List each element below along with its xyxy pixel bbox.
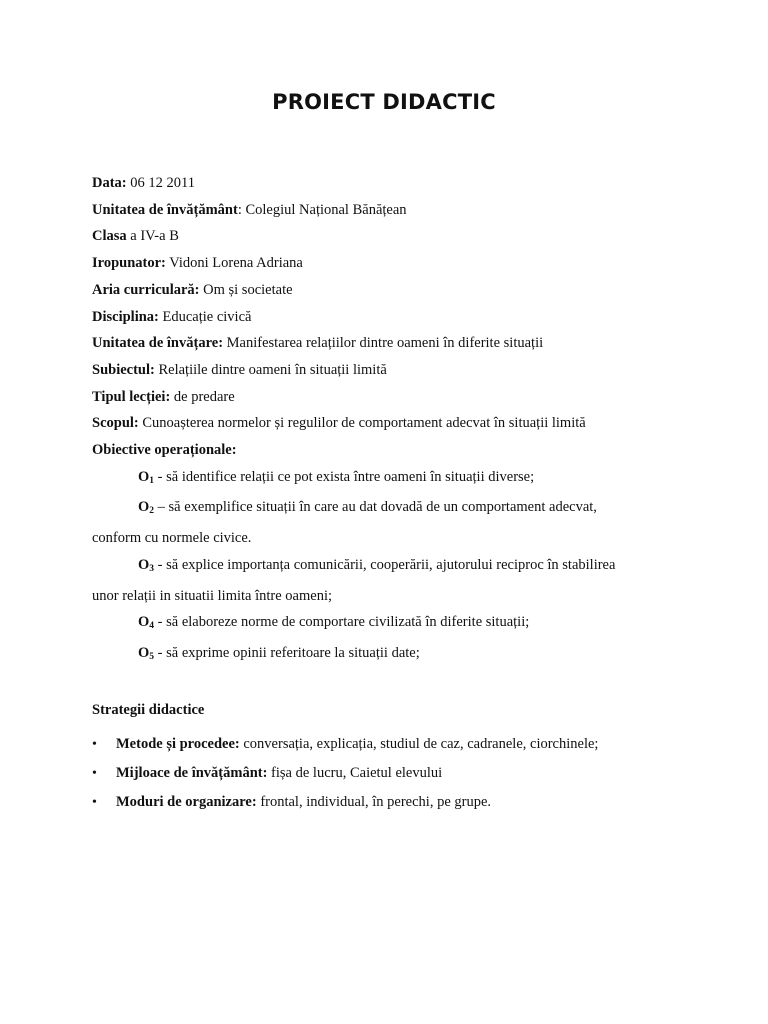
field-value: de predare — [170, 388, 235, 405]
objective-1 — [92, 464, 692, 495]
objective-3 — [92, 552, 692, 583]
field-label: Unitatea de învățare: — [92, 335, 224, 352]
strategies-list — [92, 730, 732, 817]
bullet-label: Metode și procedee: — [116, 736, 240, 752]
objective-label: O — [138, 556, 150, 573]
bullet-value: fișa de lucru, Caietul elevului — [267, 765, 443, 781]
field-label: Iropunator: — [92, 255, 166, 272]
bullet-value: frontal, individual, în perechi, pe grupe. — [256, 794, 492, 810]
spacer — [92, 671, 692, 698]
objective-text: – să exemplifice situații în care au dat dovadă de un comportament adecvat, — [154, 499, 597, 516]
objective-number: 4 — [149, 621, 155, 632]
list-item — [92, 759, 732, 788]
field-value: Relațiile dintre oameni în situații limită — [154, 361, 387, 378]
objective-2 — [92, 494, 692, 525]
objectives-heading: Obiective operaționale: — [92, 442, 237, 459]
objective-number: 5 — [149, 651, 155, 662]
document-title: PROIECT DIDACTIC — [272, 90, 496, 114]
bullet-value: conversația, explicația, studiul de caz, cadranele, ciorchinele; — [239, 736, 599, 752]
objective-5 — [92, 640, 692, 671]
lesson-details — [92, 170, 692, 724]
strategies-heading: Strategii didactice — [92, 702, 205, 719]
objective-number: 1 — [149, 475, 155, 486]
field-discipline — [92, 304, 692, 331]
field-value: a IV-a B — [126, 228, 179, 245]
field-label: Unitatea de învățământ — [92, 201, 238, 218]
field-value: Vidoni Lorena Adriana — [165, 255, 303, 272]
field-purpose — [92, 410, 692, 437]
field-class — [92, 223, 692, 250]
bullet-icon: • — [92, 737, 97, 752]
field-value: Om și societate — [199, 281, 293, 298]
objective-label: O — [138, 468, 150, 485]
objective-label: O — [138, 499, 150, 516]
objective-text: - să identifice relații ce pot exista între oameni în situații diverse; — [154, 468, 535, 485]
field-label: Data: — [92, 175, 127, 191]
field-value: Manifestarea relațiilor dintre oameni în diferite situații — [223, 335, 544, 352]
objective-2-continuation: conform cu normele civice. — [92, 530, 252, 547]
field-label: Subiectul: — [92, 361, 155, 378]
bullet-icon: • — [92, 766, 97, 781]
objective-text: - să explice importanța comunicării, cooperării, ajutorului reciproc în stabilirea — [154, 556, 616, 573]
objective-4 — [92, 609, 692, 640]
field-label: Clasa — [92, 228, 127, 245]
objective-number: 2 — [149, 506, 155, 517]
field-label: Tipul lecției: — [92, 388, 171, 405]
field-date — [92, 170, 692, 197]
objective-number: 3 — [149, 563, 155, 574]
objective-label: O — [138, 614, 150, 631]
field-lesson-type — [92, 384, 692, 411]
field-learning-unit — [92, 330, 692, 357]
objective-text: - să elaboreze norme de comportare civilizată în diferite situații; — [154, 614, 530, 631]
field-value: Educație civică — [158, 308, 252, 325]
field-proposer — [92, 250, 692, 277]
list-item — [92, 730, 732, 759]
field-label: Disciplina: — [92, 308, 159, 325]
bullet-label: Mijloace de învățământ: — [116, 765, 268, 781]
field-label: Scopul: — [92, 415, 139, 432]
bullet-label: Moduri de organizare: — [116, 794, 257, 810]
field-school — [92, 197, 692, 224]
list-item — [92, 788, 732, 817]
objective-3-continuation: unor relații in situatii limita între oameni; — [92, 587, 333, 604]
objective-label: O — [138, 644, 150, 661]
field-value: : Colegiul Național Bănățean — [237, 201, 407, 218]
field-value: 06 12 2011 — [126, 175, 195, 191]
field-label: Aria curriculară: — [92, 281, 200, 298]
bullet-icon: • — [92, 795, 97, 810]
field-value: Cunoașterea normelor și regulilor de comportament adecvat în situații limită — [138, 415, 586, 432]
objective-text: - să exprime opinii referitoare la situații date; — [154, 644, 420, 661]
field-subject — [92, 357, 692, 384]
field-curricular-area — [92, 277, 692, 304]
